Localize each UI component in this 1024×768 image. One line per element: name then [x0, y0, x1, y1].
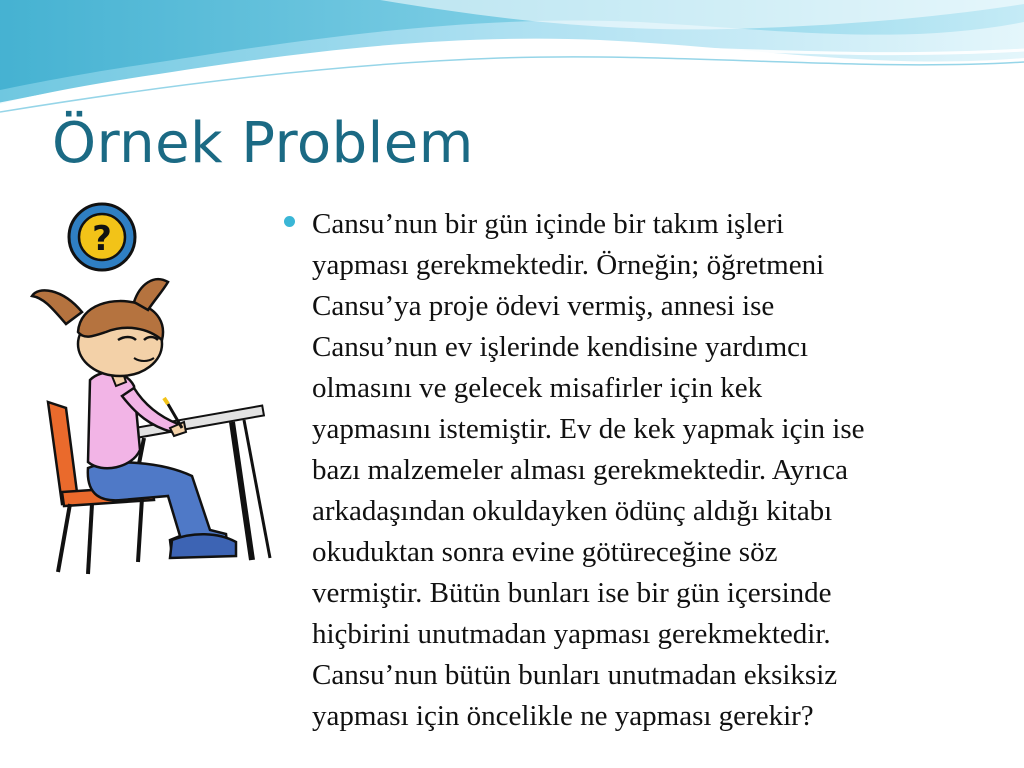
bullet-dot-icon: [284, 216, 295, 227]
page-title: Örnek Problem: [52, 111, 474, 176]
problem-text: Cansu’nun bir gün içinde bir takım işleri yapması gerekmektedir. Örneğin; öğretmeni Cansu’ya proje ödevi vermiş, annesi ise Cansu’nun ev işlerinde kendisine yardımcı olmasını ve gelecek misafirler için kek yapmasını istemiştir. Ev de kek yapmak için ise bazı malzemeler alması gerekmektedir. Ayrıca arkadaşından okuldayken ödünç aldığı kitabı okuduktan sonra evine götüreceğine söz vermiştir. Bütün bunları ise bir gün içersinde hiçbirini unutmadan yapması gerekmektedir. Cansu’nun bütün bunları unutmadan eksiksiz yapması için öncelikle ne yapması gerekir?: [312, 208, 865, 732]
question-mark-icon: [69, 204, 135, 270]
student-at-desk-illustration: [22, 200, 284, 580]
bullet-content: [282, 204, 1012, 737]
question-mark-glyph: ?: [92, 219, 112, 259]
bullet-list: [282, 204, 1012, 737]
list-item: [282, 204, 1012, 737]
